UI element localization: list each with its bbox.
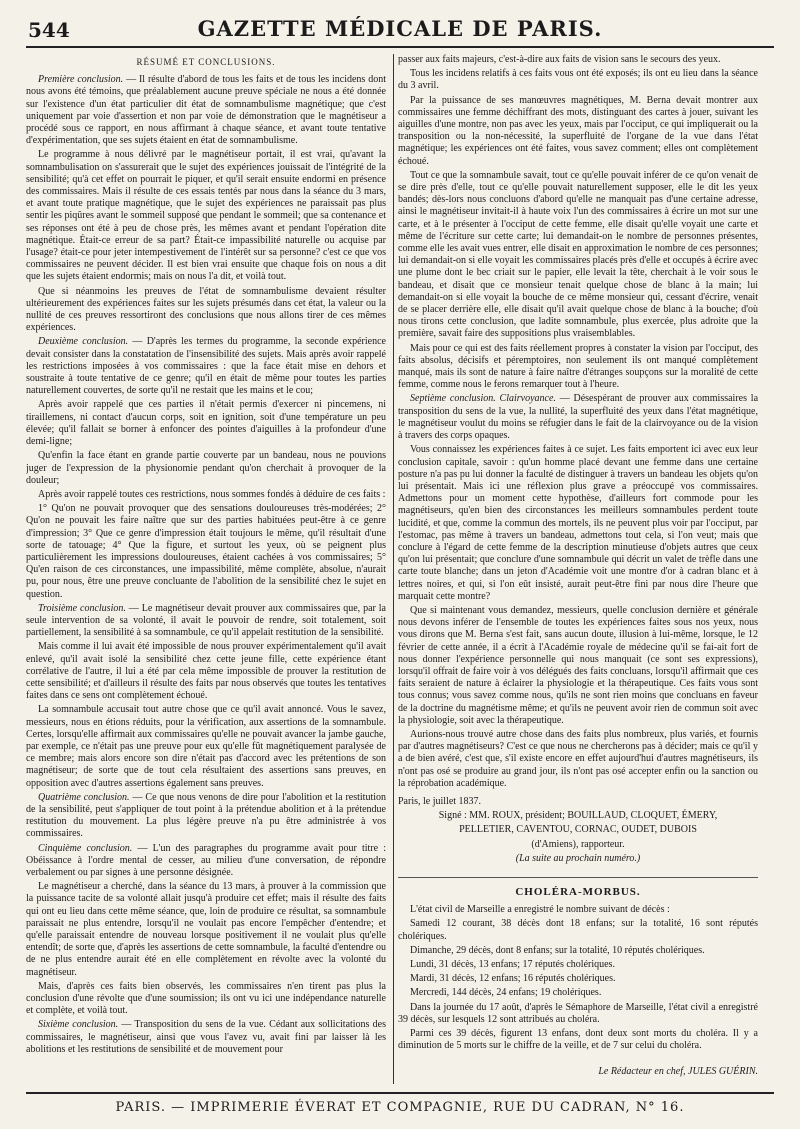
paragraph xyxy=(26,286,386,335)
paragraph-text: — Il résulte d'abord de tous les faits et de tous les incidens dont nous avons été témoins, que préalablement aucune preuve spéciale ne nous a été donnée sur l'existence d'un état particulier dit état de somnambulisme magnétique; que c'est uniquement par voie d'assertion et non par voie de démonstration que le magnétiseur a procédé sous ce rapport, en nous affirmant à chaque séance, et avant toute tentative d'expérimentation, que ses sujets étaient en état de somnambulisme. xyxy=(26,74,386,147)
paragraph-text: Tous les incidens relatifs à ces faits vous ont été exposés; ils ont eu lieu dans la séance du 3 avril. xyxy=(398,68,758,92)
paragraph xyxy=(26,399,386,448)
cholera-paragraph: L'état civil de Marseille a enregistré le nombre suivant de décès : xyxy=(410,904,670,916)
signature-line-1: Signé : MM. ROUX, président; BOUILLAUD, CLOQUET, ÉMERY, xyxy=(438,810,718,822)
paragraph xyxy=(398,95,758,168)
right-paragraphs xyxy=(398,54,758,790)
paragraph xyxy=(398,605,758,727)
conclusion-heading: Sixième conclusion. xyxy=(38,1019,119,1031)
cholera-paragraph: Parmi ces 39 décès, figurent 13 enfans, dont deux sont morts du choléra. Il y a diminution de 5 morts sur le chiffre de la veille, et de 7 sur celui du choléra. xyxy=(398,1028,758,1052)
left-column xyxy=(26,54,386,1084)
paragraph-text: Par la puissance de ses manœuvres magnétiques, M. Berna devait montrer aux commissaires une femme déchiffrant des mots, distinguant des cartes à jouer, suivant les aiguilles d'une montre, non pas avec les yeux, mais par l'occiput, ce qui impliquerait ou la transposition ou la non-nécessité, la superfluité de l'organe de la vue dans l'état magnétique; les expériences ont été faites, vous savez comment; elles ont complètement échoué. xyxy=(398,94,758,167)
left-paragraphs xyxy=(26,74,386,1056)
section-title: RÉSUMÉ ET CONCLUSIONS. xyxy=(136,57,276,67)
signature-date: Paris, le juillet 1837. xyxy=(398,795,482,807)
page-number: 544 xyxy=(28,18,70,42)
cholera-paragraph: Dans la journée du 17 août, d'après le Sémaphore de Marseille, l'état civil a enregistré 39 décès, sur lesquels 12 sont attribués au choléra. xyxy=(398,1001,758,1025)
cholera-paragraphs xyxy=(398,904,758,1052)
signature-line-3: (d'Amiens), rapporteur. xyxy=(531,838,625,850)
cholera-paragraph: Mercredi, 144 décès, 24 enfans; 19 cholériques. xyxy=(410,987,602,999)
paragraph xyxy=(398,54,758,66)
signature-line-2: PELLETIER, CAVENTOU, CORNAC, OUDET, DUBOIS xyxy=(459,824,697,836)
paragraph xyxy=(398,343,758,392)
paragraph-text: Après avoir rappelé toutes ces restrictions, nous sommes fondés à déduire de ces faits : xyxy=(38,488,386,500)
paragraph xyxy=(26,336,386,397)
cholera-paragraph: Lundi, 31 décès, 13 enfans; 17 réputés cholériques. xyxy=(410,959,615,971)
cholera-paragraph: Samedi 12 courant, 38 décès dont 18 enfans; sur la totalité, 16 sont réputés cholériques. xyxy=(398,918,758,942)
paragraph-text: Mais, d'après ces faits bien observés, les commissaires n'en tirent pas plus la conclusion d'une révolte que d'une soumission; ils ont vu ici une indépendance naturelle et complète, et voilà tout. xyxy=(26,980,386,1017)
paragraph xyxy=(26,792,386,841)
paragraph xyxy=(26,503,386,601)
paragraph-text: Tout ce que la somnambule savait, tout ce qu'elle pouvait inférer de ce qu'on venait de se dire près d'elle, tout ce qu'elle pouvait naturellement supposer, elle le dit les yeux bandés; dès-lors nous concluons d'abord qu'elle ne manquait pas d'une certaine adresse, ainsi le magnétiseur invitait-il à haute voix l'un des commissaires à écrire un mot sur une carte, et à le présenter à l'occiput de cette femme, elle disait qu'elle voyait une carte et même de l'écriture sur cette carte; lui demandait-on le nombre de personnes présentes, comme elle les avait vues entrer, elle disait en approximation le nombre de ces personnes; lui demandait-on si elle voyait les commissaires placés près d'elle et occupés à écrire avec une plume dont le bec criait sur le papier, elle levait la tête, cherchait à le voir sous le bandeau, et disait que ce monsieur tenait quelque chose de blanc à la main; lui demandait-on si elle voyait la bouche de ce même monsieur qui, cessant d'écrire, venait de se placer derrière elle, elle disait qu'il avait quelque chose de blanc à la bouche; d'où nous tirons cette conclusion, que ladite somnambule, plus exercée, plus adroite que la première, savait faire des suppositions plus vraisemblables. xyxy=(398,169,758,340)
conclusion-heading: Première conclusion. xyxy=(38,74,124,86)
paragraph-text: — Transposition du sens de la vue. Cédant aux sollicitations des commissaires, le magnétiseur, ainsi que vous l'avez vu, avait fini par laisser là les abolitions et les restitutions de sensibilité et de mouvement pour xyxy=(26,1019,386,1055)
paragraph xyxy=(26,450,386,487)
conclusion-heading: Quatrième conclusion. xyxy=(38,791,130,803)
masthead-title: GAZETTE MÉDICALE DE PARIS. xyxy=(197,16,603,41)
paragraph-text: Le magnétiseur a cherché, dans la séance du 13 mars, à prouver à la commission que la puissance tacite de sa volonté allait jusqu'à produire cet effet; mais il résulte des faits qui ont eu lieu dans cette même séance, que, loin de produire ce résultat, sa somnambule paraissait ne plus entendre, lorsqu'il ne voulait pas encore l'empêcher d'entendre; et qu'elle paraissait entendre de nouveau lorsque positivement il ne voulait plus qu'elle entendît; de sorte que, d'après les assertions de cette somnambule, la faculté d'entendre ou de ne plus entendre aurait été en elle complètement en révolte avec la volonté du magnétiseur. xyxy=(26,881,386,978)
paragraph xyxy=(26,74,386,147)
paragraph-text: — L'un des paragraphes du programme avait pour titre : Obéissance à l'ordre mental de cesser, au milieu d'une conversation, de répondre verbalement ou par signes à une personne désignée. xyxy=(26,842,386,878)
paragraph-text: — Le magnétiseur devait prouver aux commissaires que, par la seule intervention de sa volonté, il avait le pouvoir de rendre, soit totalement, soit partiellement, la sensibilité à sa somnambule, ce qu'il appelait restitution de la sensibilité. xyxy=(26,602,386,639)
paragraph xyxy=(398,393,758,442)
paragraph-text: Le programme à nous délivré par le magnétiseur portait, il est vrai, qu'avant la somnambulisation on s'assurerait que le sujet des expériences jouissait de l'intégrité de la sensibilité; qu'à cet effet on pourrait le piquer, et qu'il serait ensuite endormi en présence des commissaires. Mais il résulte de ces essais tentés par nous dans la séance du 3 mars, et avant toute pratique magnétique, que le sujet des expériences ne paraissait pas plus sentir les piqûres avant le sommeil supposé que pendant le sommeil; que sa contenance et ses réponses ont été à peu de chose près, les mêmes avant et pendant l'opération dite magnétique. Était-ce erreur de sa part? Était-ce impassibilité naturelle ou acquise par l'usage? était-ce pour jeter intempestivement de l'intérêt sur sa personne? c'est ce que vos commissaires ne peuvent décider. Il est bien vrai ensuite que chaque fois on nous a dit que les sujets étaient endormis; mais on nous l'a dit, et voilà tout. xyxy=(26,149,386,283)
paragraph-text: Après avoir rappelé que ces parties il n'était permis d'exercer ni pincemens, ni tiraillemens, ni contact d'aucun corps, soit en ignition, soit d'une température un peu élevée; qu'il fallait se borner à enfoncer des pointes d'aiguilles à la profondeur d'une demi-ligne; xyxy=(26,399,386,448)
page-header xyxy=(26,12,774,48)
paragraph-text: Que si maintenant vous demandez, messieurs, quelle conclusion dernière et générale nous devons inférer de l'ensemble de toutes les expériences faites sous nos yeux, nous vous dirons que M. Berna s'est fait, sans aucun doute, illusion à lui-même, lorsque, le 12 février de cette année, il a écrit à l'Académie royale de médecine qu'il se fai-ait fort de nous donner l'expérience personnelle qui nous manquait (ce sont ses expressions), lorsqu'il offrait de faire voir à vos délégués des faits concluans, lorsqu'il affirmait que ces faits seraient de nature à éclairer la physiologie et la thérapeutique. Ces faits vous sont tous connus; vous savez comme nous, qu'ils ne sont rien moins que concluans en faveur de la doctrine du magnétisme même; et qu'ils ne peuvent avoir rien de commun soit avec la physiologie, soit avec la thérapeutique. xyxy=(398,604,758,726)
cholera-paragraph: Dimanche, 29 décès, dont 8 enfans; sur la totalité, 10 réputés cholériques. xyxy=(410,944,705,956)
cholera-paragraph: Mardi, 31 décès, 12 enfans; 16 réputés cholériques. xyxy=(410,973,616,985)
paragraph-text: — Ce que nous venons de dire pour l'abolition et la restitution de la sensibilité, peut s'appliquer de tout point à la prétendue abolition et à la prétendue restitution du mouvement. La plus légère preuve n'a pu être administrée à vos commissaires. xyxy=(26,791,386,840)
printer-footer: PARIS. — IMPRIMERIE ÉVERAT ET COMPAGNIE, RUE DU CADRAN, N° 16. xyxy=(26,1092,774,1115)
conclusion-heading: Troisième conclusion. xyxy=(38,602,126,614)
suite-note: (La suite au prochain numéro.) xyxy=(515,852,641,864)
paragraph xyxy=(26,704,386,789)
paragraph xyxy=(26,641,386,702)
paragraph-text: — Désespérant de prouver aux commissaires la transposition du sens de la vue, la nullité, la superfluité des yeux dans l'état magnétique, le magnétiseur voulut du moins se réfugier dans le fait de la clairvoyance ou de la vision à travers des corps opaques. xyxy=(398,393,758,442)
paragraph-text: Mais pour ce qui est des faits réellement propres à constater la vision par l'occiput, des faits absolus, décisifs et péremptoires, non seulement ils ont manqué complètement manqué, mais ils sont de nature à faire naître d'étranges soupçons sur la moralité de cette femme, comme nous le ferons remarquer tout à l'heure. xyxy=(398,342,758,391)
paragraph xyxy=(26,881,386,979)
paragraph xyxy=(26,981,386,1018)
paragraph xyxy=(398,444,758,603)
conclusion-heading: Deuxième conclusion. xyxy=(38,336,129,348)
paragraph xyxy=(26,149,386,283)
paragraph xyxy=(26,603,386,640)
paragraph-text: Que si néanmoins les preuves de l'état de somnambulisme devaient résulter ultérieurement des expériences faites sur les sujets présumés dans cet état, la valeur ou la nullité de ces preuves ressortiront des conclusions que nous allons tirer de ces mêmes expériences. xyxy=(26,285,386,334)
paragraph-text: Mais comme il lui avait été impossible de nous prouver expérimentalement qu'il avait enlevé, qu'il avait isolé la sensibilité chez cette jeune fille, cette expérience étant corrélative de l'autre, il lui a été par cela même impossible de prouver la restitution de cette sensibilité; et d'ailleurs il résulte des faits par nous observés que toutes les tentatives faites dans ce sens ont complètement échoué. xyxy=(26,641,386,702)
signature-block xyxy=(398,796,758,865)
paragraph-text: passer aux faits majeurs, c'est-à-dire aux faits de vision sans le secours des yeux. xyxy=(398,54,721,65)
column-divider xyxy=(393,54,394,1084)
paragraph xyxy=(26,489,386,501)
paragraph-text: La somnambule accusait tout autre chose que ce qu'il avait annoncé. Vous le savez, messieurs, nous en étions réduits, pour la vérification, aux assertions de la somnambule. Certes, lorsqu'elle affirmait aux commissaires qu'elle ne pouvait avancer la jambe gauche, par exemple, ce n'était pas une preuve pour eux qu'elle fût magnétiquement paralysée de ce membre; mais alors encore son dire n'était pas d'accord avec les prétentions de son magnétiseur; de sorte que de tout cela résultaient des assertions sans preuves, en opposition avec d'autres assertions également sans preuves. xyxy=(26,704,386,789)
paragraph xyxy=(398,170,758,341)
paragraph xyxy=(26,1019,386,1056)
paragraph-text: Qu'enfin la face étant en grande partie couverte par un bandeau, nous ne pouvions juger de l'expression de la physionomie pendant qu'on cherchait à provoquer de la douleur; xyxy=(26,450,386,486)
paragraph xyxy=(26,843,386,880)
text-columns xyxy=(26,54,774,1084)
right-column xyxy=(398,54,758,1084)
conclusion-heading: Cinquième conclusion. xyxy=(38,842,133,854)
paragraph xyxy=(398,729,758,790)
cholera-title: CHOLÉRA-MORBUS. xyxy=(398,877,758,898)
paragraph-text: Vous connaissez les expériences faites à ce sujet. Les faits emportent ici avec eux leur conclusion capitale, savoir : qu'un homme placé devant une femme dans une certaine posture n'a pas pu lui donner la faculté de distinguer à travers un bandeau les objets qu'on lui présentait. Mais ici une réflexion plus grave a préoccupé vos commissaires. Admettons pour un moment cette hypothèse, d'ailleurs fort commode pour les magnétiseurs, qu'en bien des circonstances les meilleurs somnambules perdent toute lucidité, et que, comme la commun des mortels, ils ne peuvent plus voir par l'occiput, par l'estomac, pas même à travers un bandeau, admettons tout cela, si l'on veut; mais que conclure à l'égard de cette femme de la description minutieuse d'objets autres que ceux qu'on lui présentait; que conclure d'une somnambule qui décrit un valet de trèfle dans une carte toute blanche; dans un jeton d'Académie voit une montre d'or à cadran blanc et à lettres noires, et qui, si l'on eût insisté, aurait peut-être fini par nous dire l'heure que marquait cette montre? xyxy=(398,444,758,602)
conclusion-heading: Septième conclusion. Clairvoyance. xyxy=(410,393,556,405)
paragraph-text: 1° Qu'on ne pouvait provoquer que des sensations douloureuses très-modérées; 2° Qu'on ne pouvait les faire naître que sur des parties habituées peut-être à ce genre d'impression; 3° Que ce genre d'impression était toujours le même, qu'il résultait d'une sorte de tatouage; 4° Que la figure, et surtout les yeux, où se peignent plus particulièrement les impressions douloureuses, étaient cachées à vos commissaires; 5° Qu'en raison de ces circonstances, une impassibilité, même complète, absolue, n'aurait pu, pour nous, être une preuve concluante de l'abolition de la sensibilité chez le sujet en question. xyxy=(26,503,386,600)
paragraph-text: — D'après les termes du programme, la seconde expérience devait consister dans la constatation de l'insensibilité des sujets. Mais après avoir rappelé les restrictions imposées à vos commissaires : que la face était mise en dehors et soustraite à toute tentative de ce genre; qu'il en était de même pour toutes les parties naturellement couvertes, de sorte qu'il ne restait que les mains et le cou; xyxy=(26,336,386,397)
paragraph-text: Aurions-nous trouvé autre chose dans des faits plus nombreux, plus variés, et fournis par d'autres magnétiseurs? C'est ce que nous ne chercherons pas à décider; mais ce qu'il y a de bien avéré, c'est que, s'il existe encore en effet aujourd'hui d'autres magnétiseurs, ils n'ont pas osé se produire au grand jour, ils n'ont pas osé accepter enfin ou la sanction ou la réprobation académique. xyxy=(398,728,758,789)
paragraph xyxy=(398,68,758,92)
redacteur-signature: Le Rédacteur en chef, JULES GUÉRIN. xyxy=(398,1066,758,1084)
